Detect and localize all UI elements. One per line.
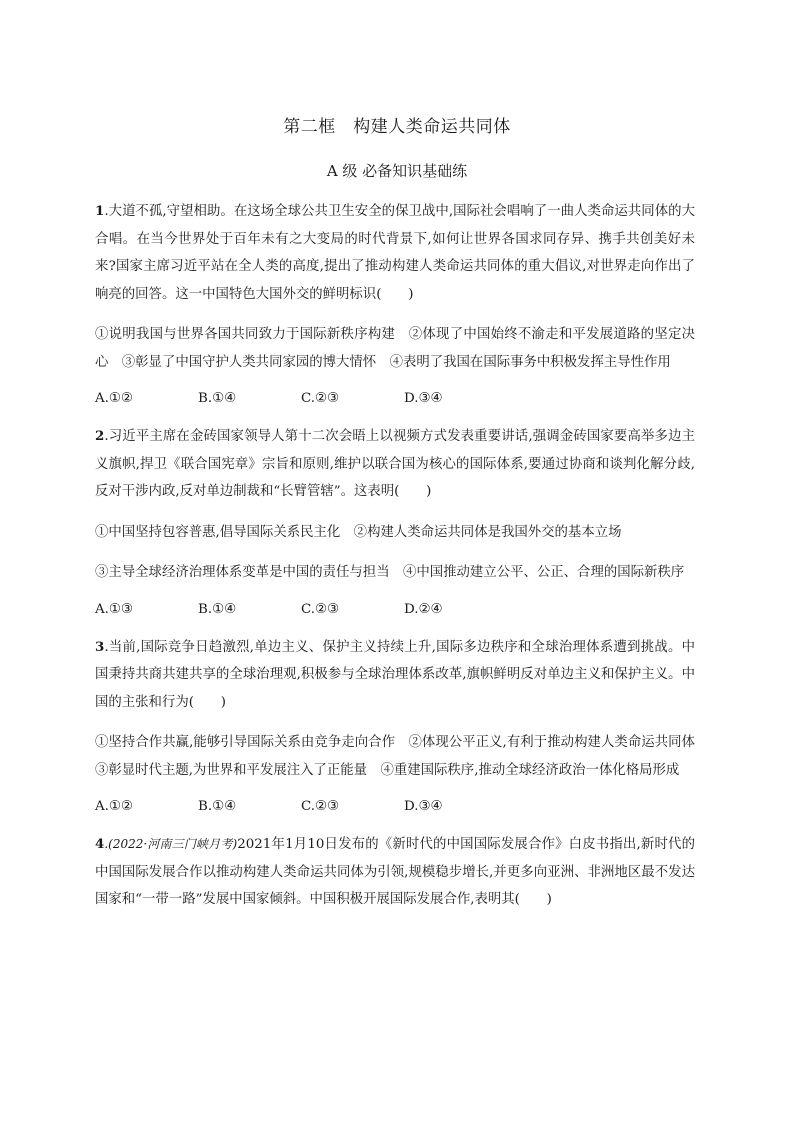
question-stem <box>95 831 695 914</box>
choice-c[interactable]: C.②③ <box>301 391 340 406</box>
question-number: 2 <box>95 428 105 444</box>
question-2 <box>95 423 695 620</box>
question-4 <box>95 831 695 914</box>
question-number: 4 <box>95 836 105 852</box>
choice-d[interactable]: D.③④ <box>404 391 443 406</box>
question-source: .(2022·河南三门峡月考) <box>104 837 238 851</box>
statement-options: ①中国坚持包容普惠,倡导国际关系民主化 ②构建人类命运共同体是我国外交的基本立场 <box>95 524 622 540</box>
choice-c[interactable]: C.②③ <box>301 601 340 617</box>
question-text: .习近平主席在金砖国家领导人第十二次会晤上以视频方式发表重要讲话,强调金砖国家要高举多边主义旗帜,捍卫《联合国宪章》宗旨和原则,维护以联合国为核心的国际体系,要通过协商和谈判化解分歧,反对干涉内政,反对单边制裁和“长臂管辖”。这表明( ) <box>95 429 695 499</box>
choice-d[interactable]: D.②④ <box>404 601 443 617</box>
choice-d[interactable]: D.③④ <box>404 799 443 814</box>
questions-container <box>95 198 709 927</box>
answer-choices <box>95 600 695 620</box>
question-1 <box>95 198 695 409</box>
page-title: 第二框 构建人类命运共同体 <box>283 117 511 137</box>
choice-c[interactable]: C.②③ <box>301 799 340 814</box>
question-number: 3 <box>95 638 105 655</box>
question-stem <box>95 198 695 308</box>
question-text: .当前,国际竞争日趋激烈,单边主义、保护主义持续上升,国际多边秩序和全球治理体系遭到挑战。中国秉持共商共建共享的全球治理观,积极参与全球治理体系改革,旗帜鲜明反对单边主义和保护主义。中国的主张和行为( ) <box>95 639 695 710</box>
question-stem <box>95 423 695 506</box>
statement-options: ①坚持合作共赢,能够引导国际关系由竞争走向合作 ②体现公平正义,有利于推动构建人类命运共同体 ③彰显时代主题,为世界和平发展注入了正能量 ④重建国际秩序,推动全球经济政治一体化格局形成 <box>95 735 709 778</box>
section-subtitle: A 级 必备知识基础练 <box>326 162 468 180</box>
choice-b[interactable]: B.①④ <box>198 601 237 617</box>
question-text: 2021年1月10日发布的《新时代的中国国际发展合作》白皮书指出,新时代的中国国际发展合作以推动构建人类命运共同体为引领,规模稳步增长,并更多向亚洲、非洲地区最不发达国家和“一带一路”发展中国家倾斜。中国积极开展国际发展合作,表明其( ) <box>95 837 695 907</box>
choice-a[interactable]: A.①② <box>95 391 133 406</box>
question-3 <box>95 634 709 818</box>
choice-b[interactable]: B.①④ <box>198 799 237 814</box>
question-number: 1 <box>95 203 105 219</box>
choice-a[interactable]: A.①② <box>95 799 133 814</box>
answer-choices <box>95 797 695 817</box>
statement-options: ③主导全球经济治理体系变革是中国的责任与担当 ④中国推动建立公平、公正、合理的国际新秩序 <box>95 565 685 580</box>
choice-b[interactable]: B.①④ <box>198 391 237 406</box>
choice-a[interactable]: A.①③ <box>95 601 133 617</box>
answer-choices <box>95 389 695 409</box>
question-text: .大道不孤,守望相助。在这场全球公共卫生安全的保卫战中,国际社会唱响了一曲人类命运共同体的大合唱。在当今世界处于百年未有之大变局的时代背景下,如何让世界各国求同存异、携手共创美好未来?国家主席习近平站在全人类的高度,提出了推动构建人类命运共同体的重大倡议,对世界走向作出了响亮的回答。这一中国特色大国外交的鲜明标识( ) <box>95 204 695 302</box>
question-stem <box>95 634 695 717</box>
statement-options: ①说明我国与世界各国共同致力于国际新秩序构建 ②体现了中国始终不渝走和平发展道路的坚定决心 ③彰显了中国守护人类共同家园的博大情怀 ④表明了我国在国际事务中积极发挥主导性作用 <box>95 327 695 370</box>
